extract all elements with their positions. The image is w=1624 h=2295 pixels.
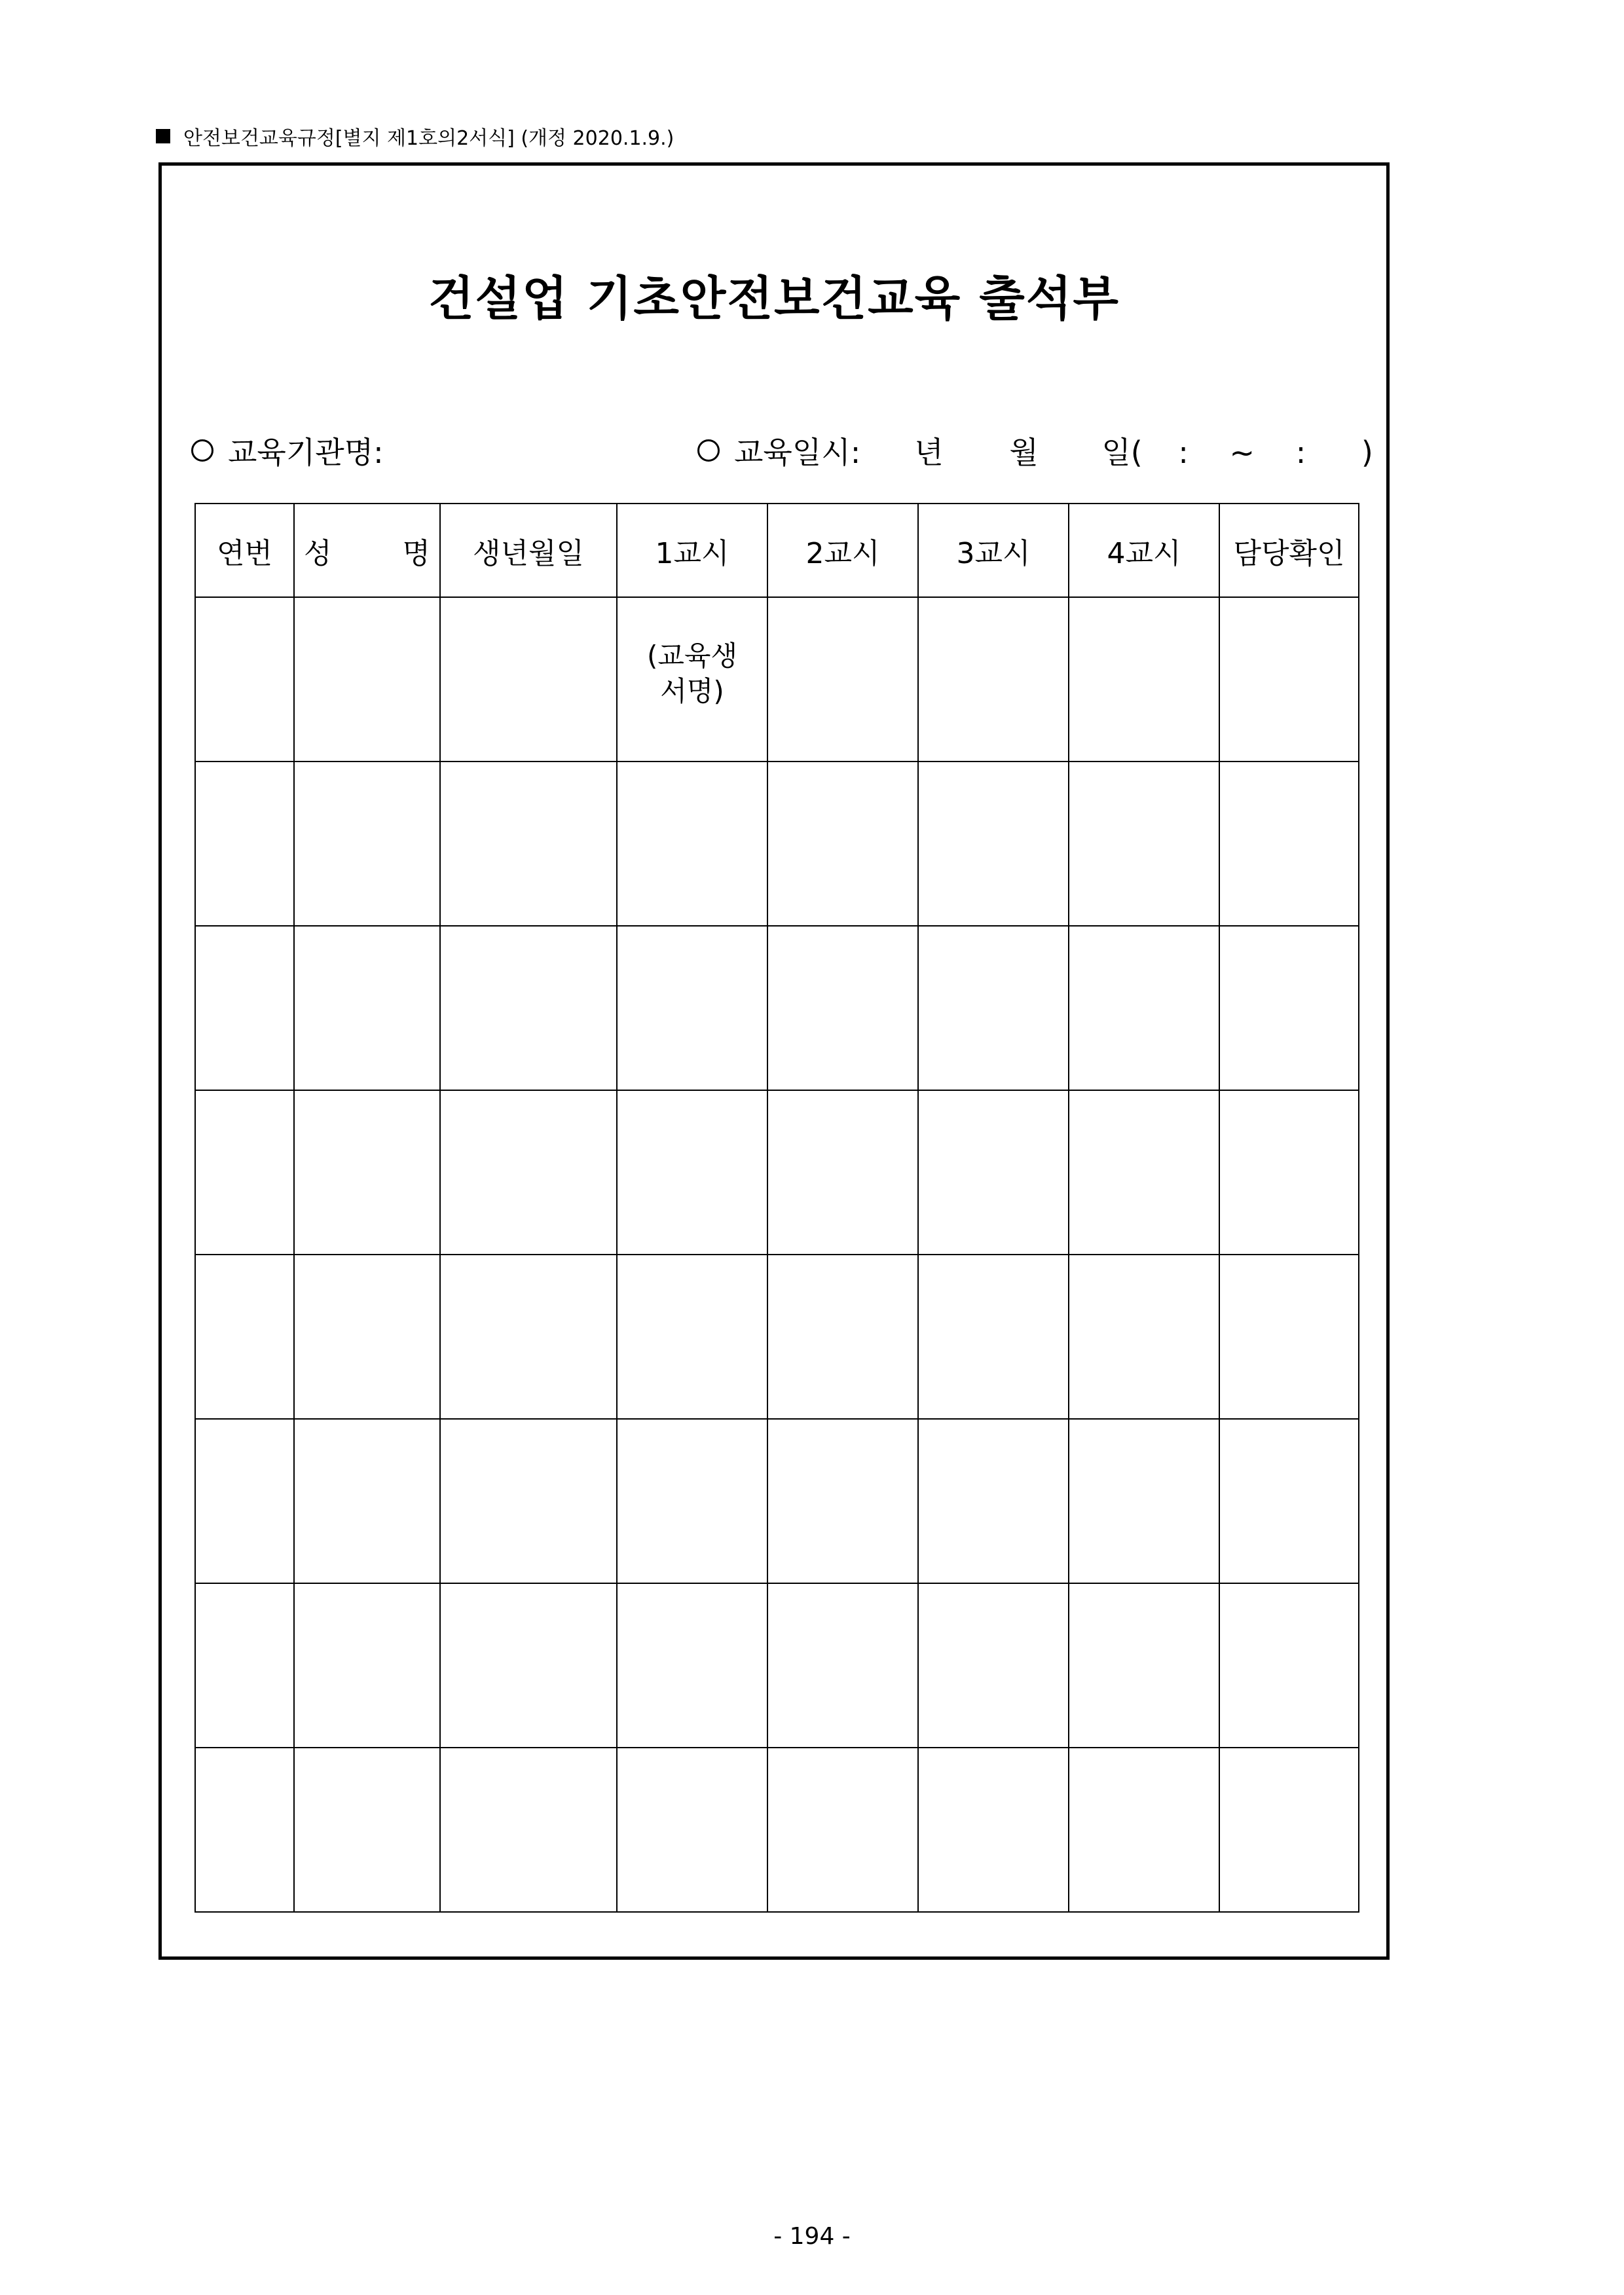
name-cell[interactable] xyxy=(294,1748,440,1912)
period-2-cell[interactable] xyxy=(767,926,918,1090)
period-3-cell[interactable] xyxy=(918,1090,1069,1255)
manager-check-cell[interactable] xyxy=(1219,1419,1359,1583)
birthdate-cell[interactable] xyxy=(440,597,617,762)
period-4-cell[interactable] xyxy=(1069,1748,1219,1912)
period-3-cell[interactable] xyxy=(918,1255,1069,1419)
period-3-cell[interactable] xyxy=(918,1583,1069,1748)
period-4-cell[interactable] xyxy=(1069,597,1219,762)
period-3-cell[interactable] xyxy=(918,926,1069,1090)
manager-check-cell[interactable] xyxy=(1219,762,1359,926)
attendance-table xyxy=(194,503,1359,1913)
manager-check-cell[interactable] xyxy=(1219,1090,1359,1255)
col-header-name: 성 명 xyxy=(294,504,440,597)
col-header-period-4: 4교시 xyxy=(1069,504,1219,597)
birthdate-cell[interactable] xyxy=(440,1583,617,1748)
period-1-cell[interactable] xyxy=(617,1583,767,1748)
circle-icon xyxy=(697,439,720,462)
institution-label: 교육기관명: xyxy=(228,435,384,470)
period-1-cell[interactable] xyxy=(617,926,767,1090)
serial-cell[interactable] xyxy=(195,762,294,926)
period-4-cell[interactable] xyxy=(1069,762,1219,926)
datetime-field xyxy=(697,428,1373,473)
table-row xyxy=(195,1419,1359,1583)
page-number: - 194 - xyxy=(773,2223,851,2250)
period-2-cell[interactable] xyxy=(767,1748,918,1912)
table-row xyxy=(195,1583,1359,1748)
col-header-period-2: 2교시 xyxy=(767,504,918,597)
signature-note: (교육생 서명) xyxy=(646,640,738,707)
time-tilde: ~ xyxy=(1229,435,1255,470)
period-4-cell[interactable] xyxy=(1069,1583,1219,1748)
birthdate-cell[interactable] xyxy=(440,926,617,1090)
name-cell[interactable] xyxy=(294,762,440,926)
name-cell[interactable] xyxy=(294,926,440,1090)
period-4-cell[interactable] xyxy=(1069,1255,1219,1419)
form-title: 건설업 기초안전보건교육 출석부 xyxy=(428,271,1120,326)
period-3-cell[interactable] xyxy=(918,1419,1069,1583)
period-4-cell[interactable] xyxy=(1069,1419,1219,1583)
datetime-label: 교육일시: xyxy=(734,435,861,470)
name-cell[interactable] xyxy=(294,1419,440,1583)
period-1-cell[interactable] xyxy=(617,762,767,926)
time-colon-end: : xyxy=(1295,435,1306,470)
serial-cell[interactable] xyxy=(195,1583,294,1748)
serial-cell[interactable] xyxy=(195,1419,294,1583)
serial-cell[interactable] xyxy=(195,926,294,1090)
period-1-cell[interactable] xyxy=(617,597,767,762)
period-3-cell[interactable] xyxy=(918,1748,1069,1912)
name-cell[interactable] xyxy=(294,597,440,762)
black-square-icon xyxy=(156,129,170,143)
table-row xyxy=(195,1255,1359,1419)
serial-cell[interactable] xyxy=(195,1748,294,1912)
manager-check-cell[interactable] xyxy=(1219,1583,1359,1748)
form-frame xyxy=(158,162,1390,1960)
serial-cell[interactable] xyxy=(195,597,294,762)
period-2-cell[interactable] xyxy=(767,1583,918,1748)
period-3-cell[interactable] xyxy=(918,762,1069,926)
period-2-cell[interactable] xyxy=(767,1090,918,1255)
period-2-cell[interactable] xyxy=(767,1419,918,1583)
period-3-cell[interactable] xyxy=(918,597,1069,762)
table-row xyxy=(195,597,1359,762)
period-1-cell[interactable] xyxy=(617,1748,767,1912)
date-month-label: 월 xyxy=(1009,435,1039,470)
table-row xyxy=(195,1090,1359,1255)
date-blank xyxy=(860,429,1373,472)
table-row xyxy=(195,762,1359,926)
manager-check-cell[interactable] xyxy=(1219,926,1359,1090)
birthdate-cell[interactable] xyxy=(440,1255,617,1419)
col-header-manager-check: 담당확인 xyxy=(1219,504,1359,597)
document-header-text: 안전보건교육규정[별지 제1호의2서식] (개정 2020.1.9.) xyxy=(183,127,674,150)
serial-cell[interactable] xyxy=(195,1255,294,1419)
col-header-birthdate: 생년월일 xyxy=(440,504,617,597)
serial-cell[interactable] xyxy=(195,1090,294,1255)
period-1-cell[interactable] xyxy=(617,1255,767,1419)
table-header-row xyxy=(195,504,1359,597)
date-year-label: 년 xyxy=(914,435,944,470)
document-header xyxy=(156,120,674,153)
date-day-label: 일( xyxy=(1101,435,1143,470)
period-4-cell[interactable] xyxy=(1069,926,1219,1090)
table-row xyxy=(195,926,1359,1090)
institution-field xyxy=(191,428,384,473)
time-colon-start: : xyxy=(1178,435,1189,470)
period-1-cell[interactable] xyxy=(617,1419,767,1583)
manager-check-cell[interactable] xyxy=(1219,597,1359,762)
name-cell[interactable] xyxy=(294,1583,440,1748)
period-2-cell[interactable] xyxy=(767,1255,918,1419)
col-header-serial: 연번 xyxy=(195,504,294,597)
manager-check-cell[interactable] xyxy=(1219,1748,1359,1912)
col-header-period-1: 1교시 xyxy=(617,504,767,597)
period-2-cell[interactable] xyxy=(767,762,918,926)
period-4-cell[interactable] xyxy=(1069,1090,1219,1255)
time-close: ) xyxy=(1361,435,1373,470)
circle-icon xyxy=(191,439,213,462)
birthdate-cell[interactable] xyxy=(440,1090,617,1255)
name-cell[interactable] xyxy=(294,1255,440,1419)
manager-check-cell[interactable] xyxy=(1219,1255,1359,1419)
birthdate-cell[interactable] xyxy=(440,762,617,926)
table-row xyxy=(195,1748,1359,1912)
period-1-cell[interactable] xyxy=(617,1090,767,1255)
name-cell[interactable] xyxy=(294,1090,440,1255)
period-2-cell[interactable] xyxy=(767,597,918,762)
col-header-period-3: 3교시 xyxy=(918,504,1069,597)
birthdate-cell[interactable] xyxy=(440,1748,617,1912)
birthdate-cell[interactable] xyxy=(440,1419,617,1583)
